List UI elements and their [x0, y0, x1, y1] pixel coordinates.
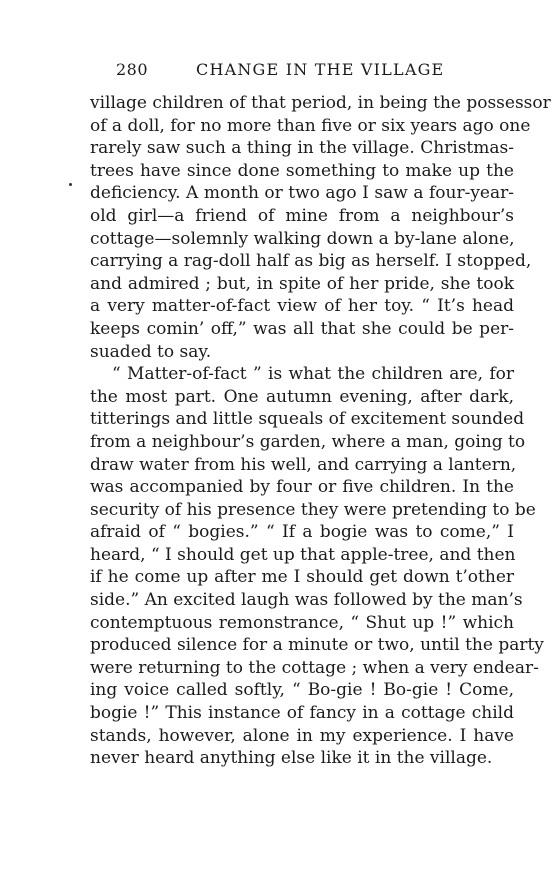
text-line: cottage—solemnly walking down a by-lane alone, [90, 228, 515, 249]
running-title: CHANGE IN THE VILLAGE [196, 60, 445, 79]
text-line: a very matter-of-fact view of her toy. “ It’s head [90, 296, 514, 317]
text-line: “ Matter-of-fact ” is what the children are, for [112, 364, 514, 385]
text-line: from a neighbour’s garden, where a man, going to [90, 431, 526, 452]
text-line: ing voice called softly, “ Bo-gie ! Bo-gie ! Come, [90, 680, 514, 701]
text-line: contemptuous remonstrance, “ Shut up !” which [90, 612, 514, 633]
text-line: rarely saw such a thing in the village. Christmas- [90, 138, 514, 159]
margin-speck [69, 183, 72, 186]
running-header [116, 60, 516, 86]
text-line: trees have since done something to make up the [90, 160, 514, 181]
text-line: were returning to the cottage ; when a very endear- [90, 657, 539, 678]
text-line: stands, however, alone in my experience. I have [90, 725, 514, 746]
paragraph-1 [90, 92, 551, 363]
text-line: produced silence for a minute or two, until the party [90, 635, 544, 656]
text-line: if he come up after me I should get down t’other [90, 567, 514, 588]
text-line: suaded to say. [90, 341, 212, 362]
text-line: heard, “ I should get up that apple-tree, and then [90, 544, 516, 565]
text-line: security of his presence they were pretending to be [90, 499, 536, 520]
text-line: never heard anything else like it in the village. [90, 748, 493, 769]
text-line: was accompanied by four or five children. In the [90, 477, 514, 498]
text-line: deficiency. A month or two ago I saw a four-year- [90, 183, 514, 204]
text-line: carrying a rag-doll half as big as herself. I stopped, [90, 251, 532, 272]
text-line: afraid of “ bogies.” “ If a bogie was to come,” I [90, 522, 514, 543]
body-text [90, 92, 551, 770]
text-line: old girl—a friend of mine from a neighbour’s [90, 205, 514, 226]
text-line: village children of that period, in being the possessor [90, 93, 551, 113]
text-line: keeps comin’ off,” was all that she could be per- [90, 318, 514, 339]
paragraph-2 [90, 363, 544, 770]
text-line: and admired ; but, in spite of her pride, she took [90, 273, 514, 294]
text-line: of a doll, for no more than five or six years ago one [90, 115, 531, 136]
text-line: bogie !” This instance of fancy in a cottage child [90, 703, 514, 724]
text-line: side.” An excited laugh was followed by the man’s [90, 590, 523, 611]
page-number: 280 [116, 60, 149, 79]
text-line: the most part. One autumn evening, after dark, [90, 386, 514, 407]
text-line: titterings and little squeals of excitement sounded [90, 409, 525, 430]
text-line: draw water from his well, and carrying a lantern, [90, 454, 517, 475]
